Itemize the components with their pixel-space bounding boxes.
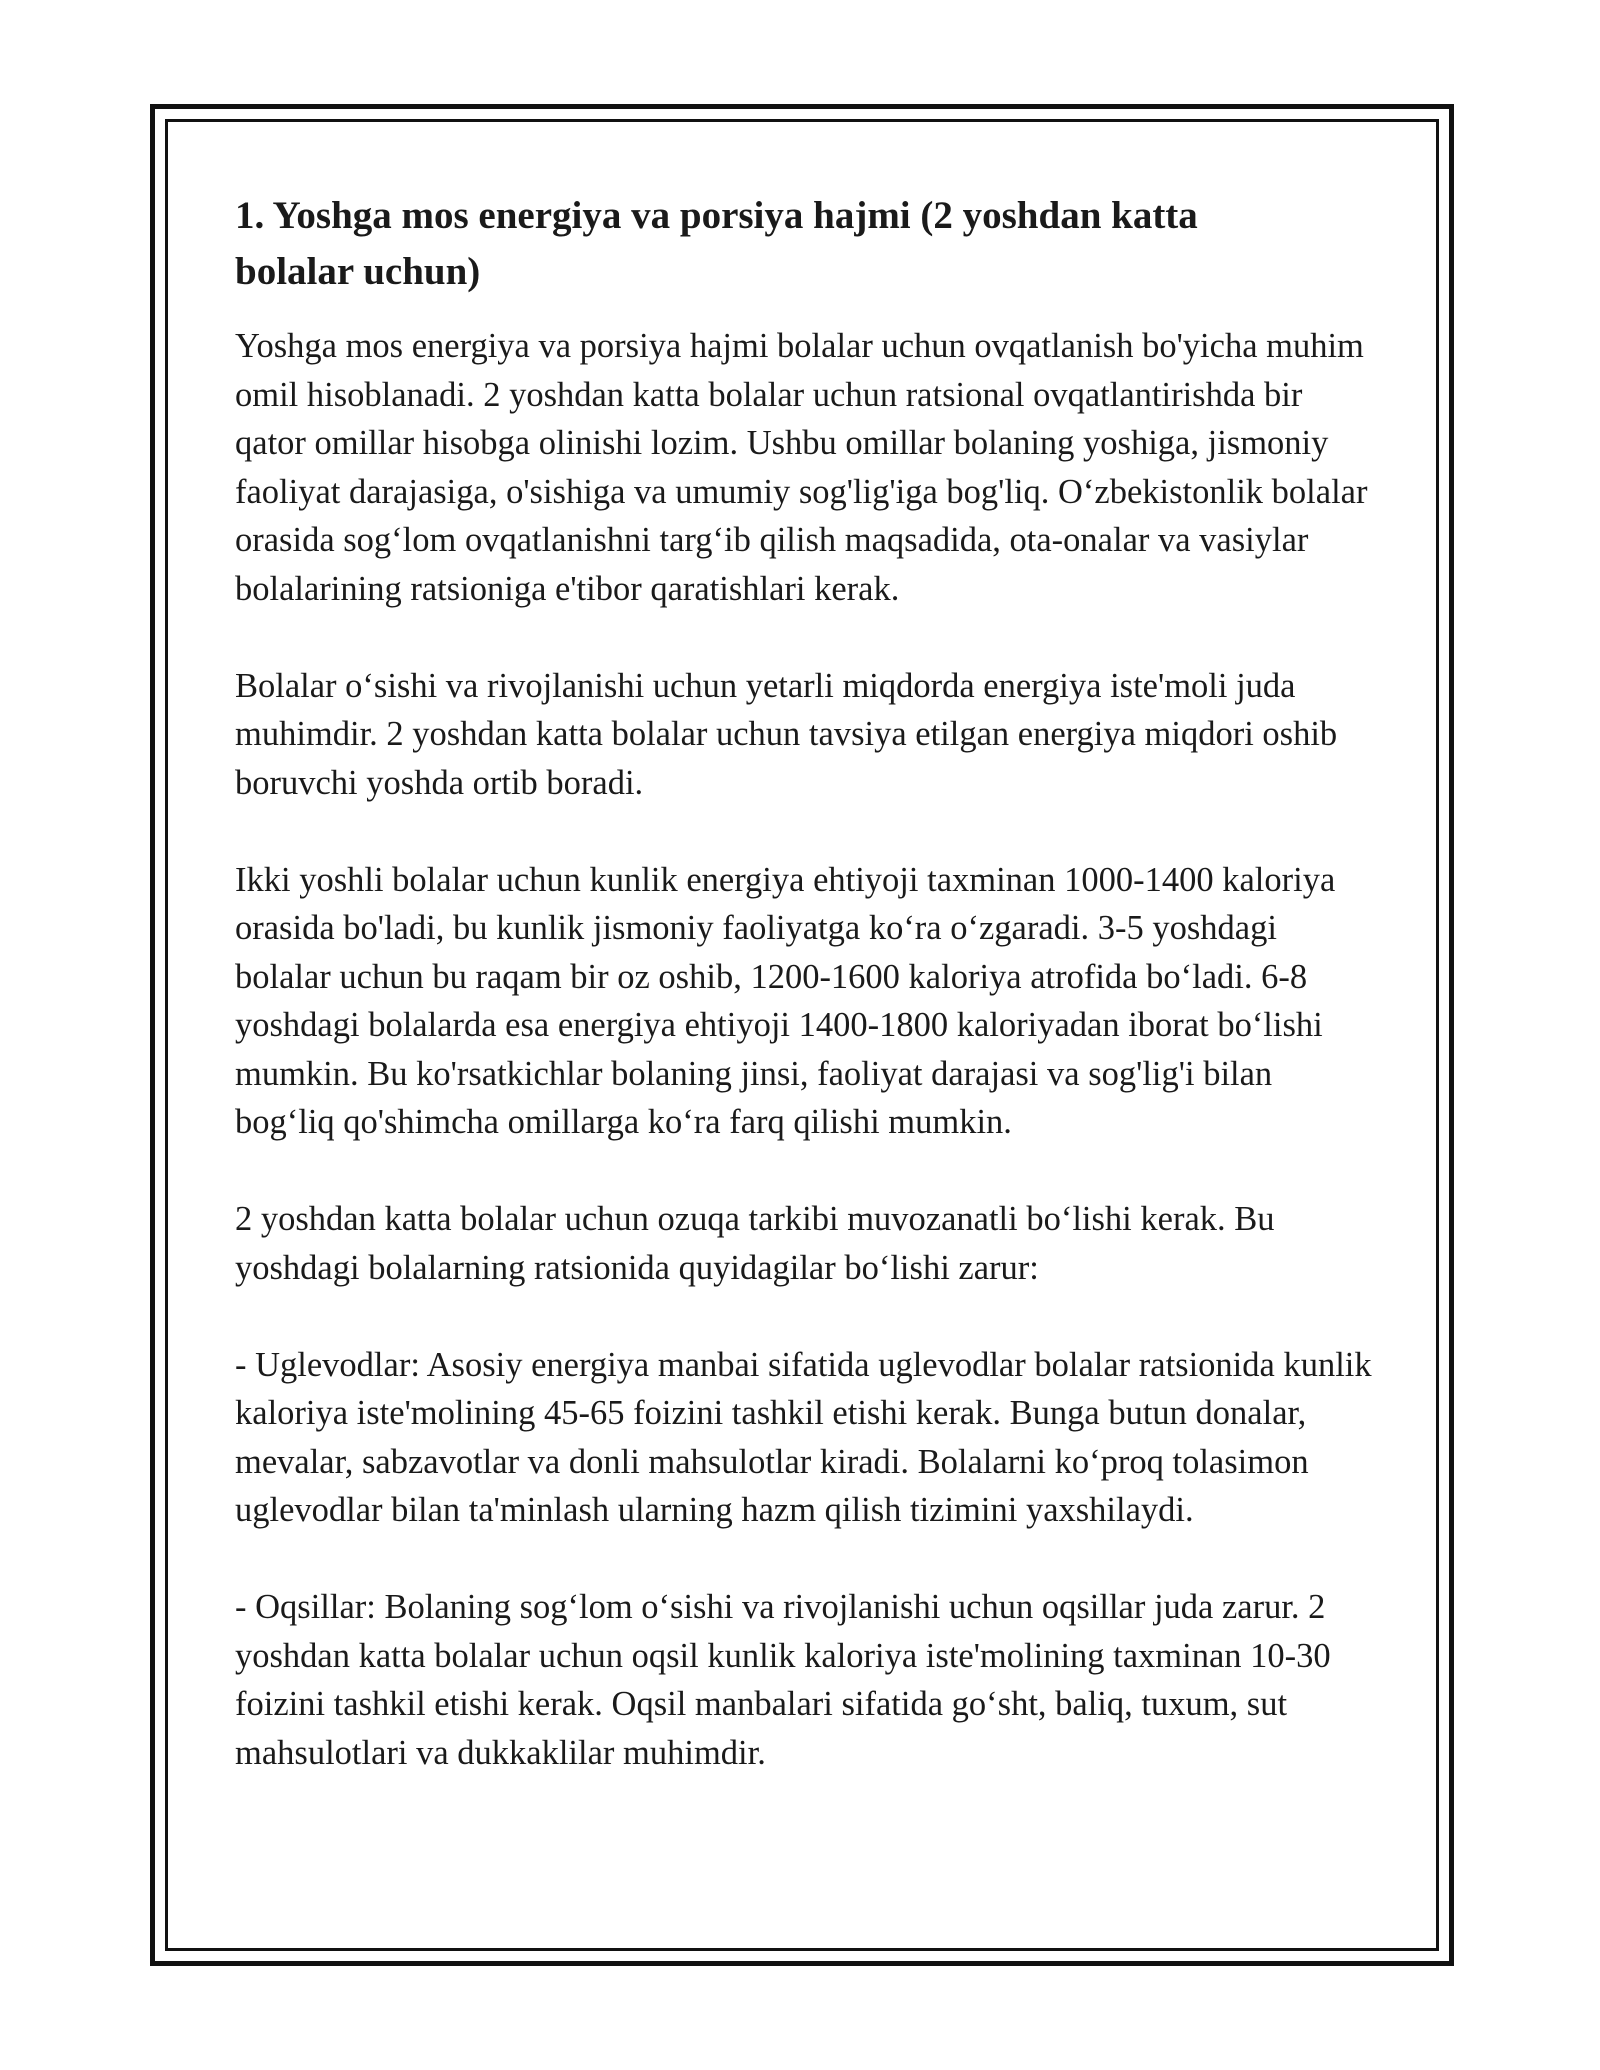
paragraph-balanced-diet: 2 yoshdan katta bolalar uchun ozuqa tarkibi muvozanatli bo‘lishi kerak. Bu yoshdagi bolalarning ratsionida quyidagilar bo‘lishi zarur: xyxy=(235,1200,1275,1287)
section-heading: 1. Yoshga mos energiya va porsiya hajmi (2 yoshdan katta bolalar uchun) xyxy=(235,194,1198,293)
list-item-carbohydrates: - Uglevodlar: Asosiy energiya manbai sifatida uglevodlar bolalar ratsionida kunlik kaloriya iste'molining 45-65 foizini tashkil etishi kerak. Bunga butun donalar, mevalar, sabzavotlar va donli mahsulotlar kiradi. Bolalarni ko‘proq tolasimon uglevodlar bilan ta'minlash ularning hazm qilish tizimini yaxshilaydi. xyxy=(235,1345,1372,1529)
paragraph-energy-growth: Bolalar o‘sishi va rivojlanishi uchun yetarli miqdorda energiya iste'moli juda muhimdir. 2 yoshdan katta bolalar uchun tavsiya etilgan energiya miqdori oshib boruvchi yoshda ortib boradi. xyxy=(235,666,1338,802)
list-item-proteins: - Oqsillar: Bolaning sog‘lom o‘sishi va rivojlanishi uchun oqsillar juda zarur. 2 yoshdan katta bolalar uchun oqsil kunlik kaloriya iste'molining taxminan 10-30 foizini tashkil etishi kerak. Oqsil manbalari sifatida go‘sht, baliq, tuxum, sut mahsulotlari va dukkaklilar muhimdir. xyxy=(235,1588,1331,1772)
paragraph-calorie-needs: Ikki yoshli bolalar uchun kunlik energiya ehtiyoji taxminan 1000-1400 kaloriya orasida bo'ladi, bu kunlik jismoniy faoliyatga ko‘ra o‘zgaradi. 3-5 yoshdagi bolalar uchun bu raqam bir oz oshib, 1200-1600 kaloriya atrofida bo‘ladi. 6-8 yoshdagi bolalarda esa energiya ehtiyoji 1400-1800 kaloriyadan iborat bo‘lishi mumkin. Bu ko'rsatkichlar bolaning jinsi, faoliyat darajasi va sog'lig'i bilan bog‘liq qo'shimcha omillarga ko‘ra farq qilishi mumkin. xyxy=(235,860,1336,1141)
document-body xyxy=(235,188,1375,1826)
paragraph-intro: Yoshga mos energiya va porsiya hajmi bolalar uchun ovqatlanish bo'yicha muhim omil hisoblanadi. 2 yoshdan katta bolalar uchun ratsional ovqatlantirishda bir qator omillar hisobga olinishi lozim. Ushbu omillar bolaning yoshiga, jismoniy faoliyat darajasiga, o'sishiga va umumiy sog'lig'iga bog'liq. O‘zbekistonlik bolalar orasida sog‘lom ovqatlanishni targ‘ib qilish maqsadida, ota-onalar va vasiylar bolalarining ratsioniga e'tibor qaratishlari kerak. xyxy=(235,327,1368,608)
